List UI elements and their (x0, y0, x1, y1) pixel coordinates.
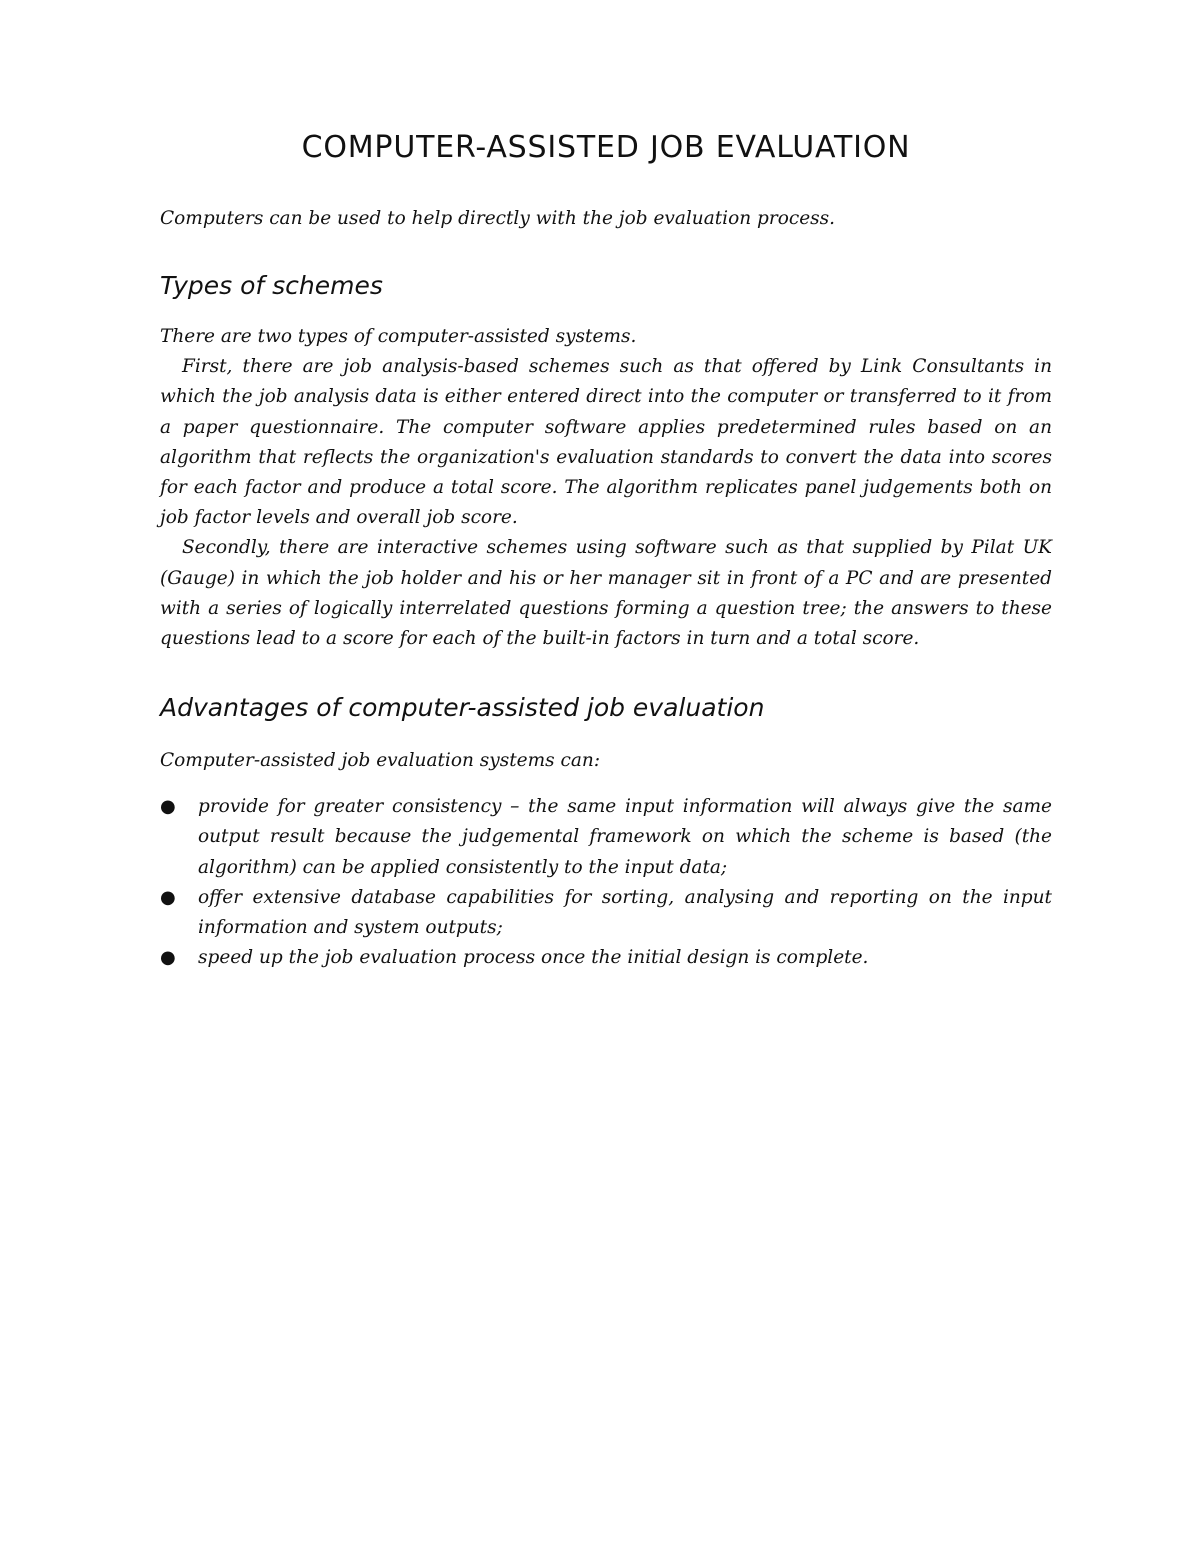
advantages-section (160, 690, 1052, 973)
types-of-schemes-section (160, 268, 1052, 654)
intro-paragraph: Computers can be used to help directly with the job evaluation process. (160, 208, 836, 229)
bullet-icon: ● (160, 886, 176, 908)
types-paragraph-2: First, there are job analysis-based schemes such as that offered by Link Consultants in which the job analysis data is either entered direct into the computer or transferred to it from a paper questionnaire. The computer software applies predetermined rules based on an algorithm that reflects the organization's evaluation standards to convert the data into scores for each factor and produce a total score. The algorithm replicates panel judgements both on job factor levels and overall job score. (160, 356, 1052, 529)
types-of-schemes-heading: Types of schemes (160, 271, 383, 300)
bullet-text: offer extensive database capabilities for sorting, analysing and reporting on the input information and system outputs; (198, 886, 1052, 939)
advantages-list (160, 792, 1052, 973)
bullet-icon: ● (160, 947, 176, 969)
list-item (160, 792, 1052, 883)
list-item (160, 883, 1052, 943)
document-content (160, 126, 1052, 973)
types-paragraph-3: Secondly, there are interactive schemes using software such as that supplied by Pilat UK (Gauge) in which the job holder and his or her manager sit in front of a PC and are presented with a series of logically interrelated questions forming a question tree; the answers to these questions lead to a score for each of the built-in factors in turn and a total score. (160, 537, 1052, 650)
bullet-text: speed up the job evaluation process once the initial design is complete. (198, 947, 869, 969)
page-title: COMPUTER-ASSISTED JOB EVALUATION (301, 130, 911, 165)
bullet-text: provide for greater consistency – the same input information will always give the same output result because the judgemental framework on which the scheme is based (the algorithm) can be applied consistently to the input data; (198, 796, 1052, 878)
advantages-heading: Advantages of computer-assisted job evaluation (160, 693, 765, 723)
bullet-icon: ● (160, 796, 176, 818)
advantages-lead: Computer-assisted job evaluation systems can: (160, 750, 601, 772)
types-paragraph-1: There are two types of computer-assisted systems. (160, 326, 637, 347)
list-item (160, 943, 1052, 973)
